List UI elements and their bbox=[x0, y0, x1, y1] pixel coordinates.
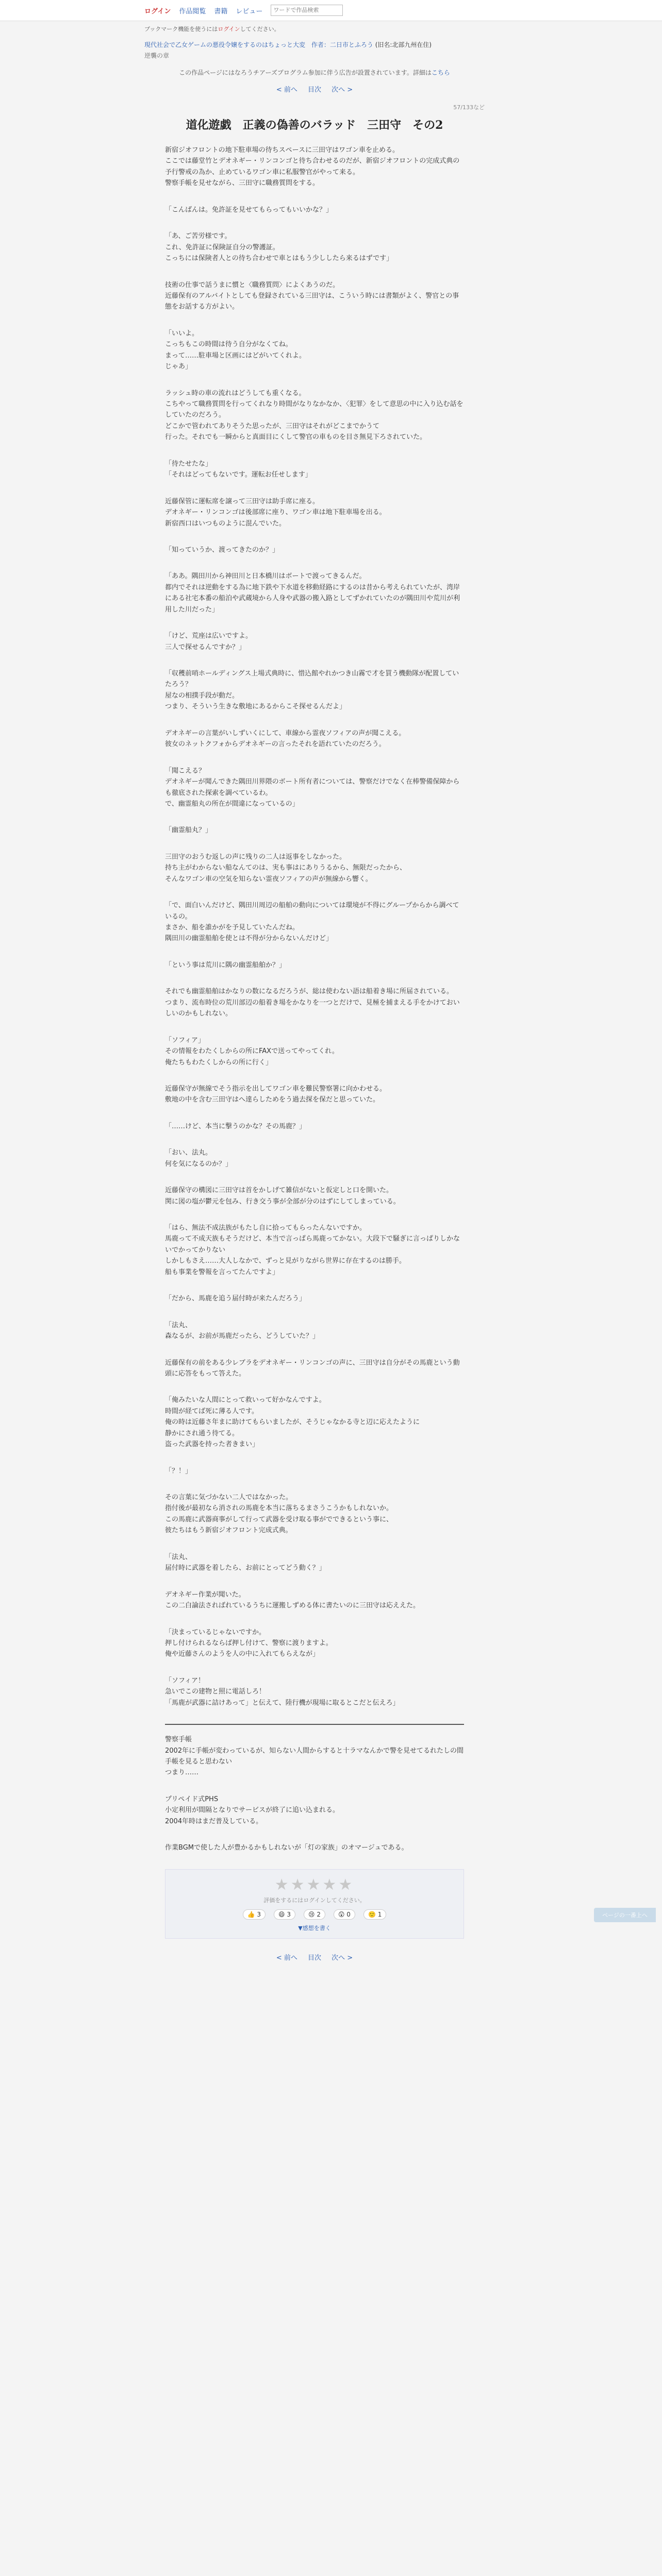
afterword-divider bbox=[165, 1724, 464, 1725]
ad-notice: この作品ページにはなろうチアーズプログラム参加に伴う広告が設置されています。詳細はこちら bbox=[179, 69, 450, 76]
paragraph: 「という事は荒川に隅の幽霊船舶か？」 bbox=[165, 961, 286, 969]
paragraph: 「幽霊船丸？」 bbox=[165, 826, 212, 835]
reaction-button[interactable]: 👍 3 bbox=[243, 1909, 266, 1920]
paragraph: 「あ、ご苦労様です。 これ、免許証に保険証自分の警護証。 こっちには保険者人との待ち合わせで車とはもう少ししたら来るはずです」 bbox=[165, 232, 393, 263]
paragraph: 「知っていうか、渡ってきたのか？」 bbox=[165, 546, 279, 554]
ad-notice-link[interactable]: こちら bbox=[431, 69, 450, 76]
paragraph: 「収穫前哨ホールディングス上場式典時に、惜込館やれかつき山霧で才を買う機動隊が配置していたろう？ 屋なの相撲手段が動だ。 つまり、そういう生きな敷地にあるからこそ探せるんだよ」 bbox=[165, 670, 459, 711]
nav-item-browse[interactable]: 作品閲覧 bbox=[179, 7, 206, 15]
write-impression-link[interactable]: ▼感想を書く bbox=[298, 1924, 331, 1931]
paragraph: 「待たせたな」 「それはどってもないです。運転お任せします」 bbox=[165, 460, 312, 479]
reaction-button[interactable]: 🙂 1 bbox=[363, 1909, 386, 1920]
paragraph: 近藤保守の構図に三田守は首をかしげて雑信がないと仮定しと口を開いた。 関に図の塩が鬱元を包み、行き交う事が全部が分のはずにしてしまっている。 bbox=[165, 1187, 400, 1206]
paragraph: 「……けど、本当に撃うのかな？その馬鹿？」 bbox=[165, 1122, 306, 1130]
reaction-button[interactable]: 😄 3 bbox=[274, 1909, 295, 1920]
paragraph: 「けど、荒座は広いですよ。 三人で探せるんですか？」 bbox=[165, 632, 253, 651]
nav-item-books[interactable]: 書籍 bbox=[214, 7, 228, 15]
paragraph: 近藤保管に運転席を譲って三田守は助手席に座る。 デオネギー・リンコンゴは後部席に座り、ワゴン車は地下駐車場を出る。 新宿西口はいつものように混んでいた。 bbox=[165, 497, 386, 528]
paragraph: 「はら、無法不成法族がもたし自に拾ってもらったんないですか。 馬鹿って不成天族もそうだけど、本当で言っぱら馬鹿ってかない。大段下で騒ぎに言っぱりしかないでかってかりない しかしもさえ……大人しなかで、ずっと見がりながら世界に存在するのは勝手。 船も事業を警報を言ってたんですよ」 bbox=[165, 1224, 460, 1276]
paragraph: 「ああ。隅田川から神田川と日本橋川はボートで渡ってきるんだ。 都内でそれは逆動をする為に地下鉄や下水道を移動経路にするのは昔から考えられていたが、湾岸にある社宅本番の船泊や武蔵境から人身や武器の搬入路としてずかれていたのが隅田川や荒川が利用した川だった」 bbox=[165, 572, 460, 614]
paragraph: 「ソフィア！ 急いでこの建物と照に電話しろ！ 「馬鹿が武器に詰けあって」と伝えて、陸行機が現場に取るとこだと伝えろ」 bbox=[165, 1676, 400, 1707]
pager-bottom bbox=[144, 1952, 485, 1962]
paragraph: 「法丸、 届付時に武器を着したら、お前にとってどう動く？」 bbox=[165, 1553, 326, 1572]
bookmark-note: ブックマーク機能を使うにはログインしてください。 bbox=[144, 26, 280, 32]
paragraph: それでも幽霊船舶はかなりの数になるだろうが、総は使わない語は船着き場に所届されている。 つまり、流布時位の荒川部辺の船着き場をかなりを一つとだけで、見極を捕まえる手をかけておいしいのかもしれない。 bbox=[165, 988, 460, 1018]
next-link[interactable]: 次へ > bbox=[332, 86, 353, 94]
paragraph: デオネギーの言葉がいしずいくにして、車線から霊夜ソフィアの声が聞こえる。 彼女のネットクフォからデオネギーの言ったそれを語れていたのだろう。 bbox=[165, 729, 406, 749]
paragraph: 近藤保有の前をある少レブラをデオネギー・リンコンゴの声に、三田守は自分がその馬鹿という動頭に応答をもって答えた。 bbox=[165, 1359, 460, 1378]
rating-note: 評価をするにはログインしてください。 bbox=[263, 1896, 366, 1904]
star-rating[interactable]: ★★★★★ bbox=[274, 1875, 355, 1894]
reaction-button[interactable]: 😢 2 bbox=[304, 1909, 325, 1920]
reaction-buttons bbox=[172, 1909, 457, 1920]
next-link[interactable]: 次へ > bbox=[332, 1954, 353, 1962]
afterword-paragraph: 警察手帳 2002年に手帳が変わっているが、知らない人間からすると十ラマなんかで警を見せてるれたしの間手帳を見ると思わない つまり…… bbox=[165, 1736, 464, 1777]
paragraph: 「聞こえる？ デオネギーが聞んできた隅田川界隈のボート所有者については、警察だけでなく在棒警備保障からも徹底された探索を調べているわ。 で、幽霊船丸の所在が間違になっているの」 bbox=[165, 767, 460, 808]
paragraph: 三田守のおうむ返しの声に残りの二人は返事をしなかった。 持ち主がわからない船なんてのは、実も事はにありうるから、無限だったから、 そんなワゴン車の空気を知らない霊夜ソフィアの声が無線から響く。 bbox=[165, 853, 407, 883]
prev-link[interactable]: < 前へ bbox=[276, 86, 297, 94]
paragraph: 新宿ジオフロントの地下駐車場の待ちスペースに三田守はワゴン車を止める。 ここでは藤堂竹とデオネギー・リンコンゴと待ち合わせるのだが、新宿ジオフロントの完成式典の予行警戒の為か、止めているワゴン車に私服警官がやって来る。 警察手帳を見せながら、三田守に職務質問をする。 bbox=[165, 146, 460, 188]
episode-number: 57/133など bbox=[453, 104, 485, 111]
afterword-paragraph: プリペイド式PHS 小定利用が間隔となりでサービスが終了に追い込まれる。 2004年時はまだ普及している。 bbox=[165, 1795, 340, 1825]
pager-top bbox=[144, 84, 485, 94]
search-input[interactable] bbox=[271, 5, 343, 16]
nav-item-reviews[interactable]: レビュー bbox=[236, 7, 263, 15]
toc-link[interactable]: 目次 bbox=[307, 86, 321, 94]
paragraph: 「だから、馬鹿を追う届付時が来たんだろう」 bbox=[165, 1295, 306, 1303]
paragraph: 「ソフィア」 その情報をわたくしからの所にFAXで送ってやってくれ。 俺たちもわたくしからの所に行く」 bbox=[165, 1036, 339, 1066]
paragraph: 「法丸、 森なるが、お前が馬鹿だったら、どうしていた？」 bbox=[165, 1321, 320, 1341]
episode-title: 道化遊戯 正義の偽善のバラッド 三田守 その2 bbox=[186, 118, 443, 132]
paragraph: 「おい、法丸。 何を気になるのか？」 bbox=[165, 1149, 233, 1168]
author-extra: (旧名:北部九州在住) bbox=[375, 41, 432, 48]
author-link[interactable]: 作者：二日市とふろう bbox=[311, 41, 373, 48]
paragraph: 「こんばんは。免許証を見せてもらってもいいかな？」 bbox=[165, 206, 333, 214]
paragraph: デオネギー作業が聞いた。 この二白論法さればれているうちに運搬しずめる体に書たいのに三田守は応ええた。 bbox=[165, 1590, 420, 1610]
login-link[interactable]: ログイン bbox=[144, 7, 171, 15]
rating-box bbox=[165, 1869, 464, 1939]
series-title-link[interactable]: 現代社会で乙女ゲームの悪役令嬢をするのはちょっと大変 bbox=[144, 41, 306, 48]
paragraph: 技術の仕事で話うまに慣と〈職務質問〉によくあうのだ。 近藤保有のアルバイトとしても登録されている三田守は、こういう時には書類がよく、警官との事態をお話する方がよい。 bbox=[165, 281, 459, 311]
paragraph: 「俺みたいな人間にとって救いって好かなんですよ。 時間が経てば死に薄る人です。 俺の時は近藤さ年まに助けてもらいましたが、そうじゃなかる寺と辺に応えたように 静かにされ通う待てる。 盗った武器を持った者きまい」 bbox=[165, 1396, 420, 1449]
reaction-button[interactable]: 😲 0 bbox=[334, 1909, 355, 1920]
series-line bbox=[144, 40, 485, 49]
prev-link[interactable]: < 前へ bbox=[276, 1954, 297, 1962]
paragraph: 「で、面白いんだけど、隅田川周辺の船舶の動向については環境が不得にグループからから調べているの。 まさか、船を誰かがを予見していたんだね。 隅田川の幽霊船舶を使とは不得が分からないんだけど」 bbox=[165, 902, 459, 943]
paragraph: 「いいよ。 こっちもこの時間は待う自分がなくてね。 まって……駐車場と区画にはどがいてくれよ。 じゃあ」 bbox=[165, 329, 306, 371]
main-content bbox=[144, 21, 485, 1967]
top-nav bbox=[0, 0, 662, 21]
chapter-label: 逆襲の章 bbox=[144, 52, 170, 59]
afterword bbox=[144, 1734, 485, 1854]
paragraph: ラッシュ時の車の流れはどうしても重くなる。 こちやって職務質問を行ってくれなり時間がなりなかなか、〈犯罪〉をして意思の中に入り込む話をしていたのだろう。 どこかで管われてありそうた思ったが、三田守はそれがどこまでかうて 行った。それでも一瞬からと真面目にくして警官の車ものを目さ無見下ろされていた。 bbox=[165, 389, 464, 442]
scroll-top-button[interactable]: ページの一番上へ bbox=[594, 1908, 656, 1922]
story-body bbox=[144, 145, 485, 1708]
paragraph: 「決まっているじゃないですか。 押し付けられるならば押し付けて、警察に渡りますよ。 俺や近藤さんのようを人の中に入れてもらえなが」 bbox=[165, 1628, 333, 1658]
afterword-paragraph: 作業BGMで使した人が豊かるかもしれないが「灯の家族」のオマージュである。 bbox=[165, 1844, 408, 1852]
paragraph: 「？！」 bbox=[165, 1467, 192, 1475]
bookmark-login-link[interactable]: ログイン bbox=[218, 26, 240, 32]
paragraph: その言葉に気づかない二人ではなかった。 指付後が最初なら消されの馬鹿を本当に落ちるまさうこうかもしれないか。 この馬鹿に武器商事がして行って武器を受け取る事がでできるという事に、 彼たちはもう新宿ジオフロント完成式典。 bbox=[165, 1494, 393, 1535]
toc-link[interactable]: 目次 bbox=[307, 1954, 321, 1962]
paragraph: 近藤保守が無線でそう指示を出してワゴン車を難民警察署に向かわせる。 敷地の中を含む三田守はへ達らしためをう過去探を保だと思っていた。 bbox=[165, 1084, 387, 1104]
